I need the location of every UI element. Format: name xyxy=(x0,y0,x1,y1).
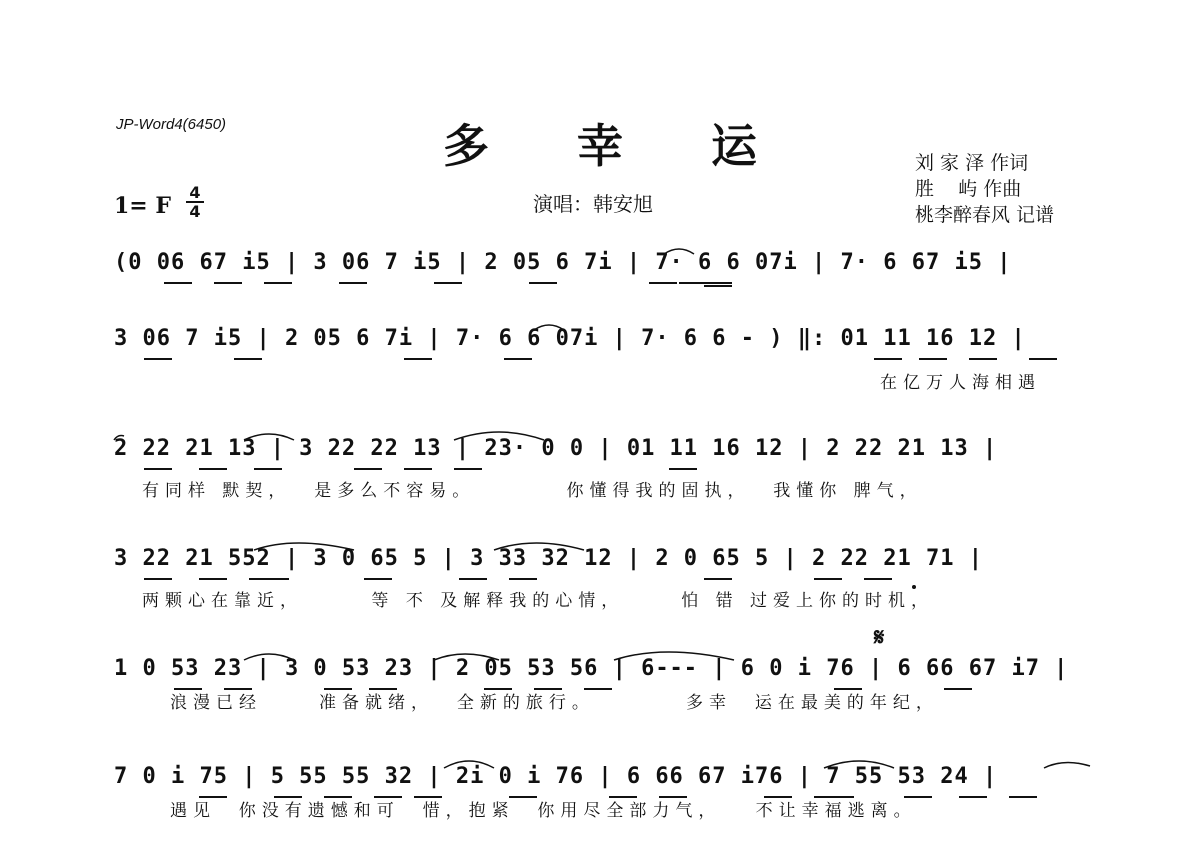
composer-credit: 胜 屿 作曲 xyxy=(915,178,1022,200)
key-signature: 1= F xyxy=(114,193,172,219)
notation-line-4: 3 22 21 552 | 3 0 65 5 | 3 33 32 12 | 2 0 65 5 | 2 22 21 71 | xyxy=(114,546,983,571)
lyric-line-3: 有同样 默契， 是多么不容易。 你懂得我的固执， 我懂你 脾气， xyxy=(142,481,923,501)
notation-line-3: 2 22 21 13 | 3 22 22 13 | 23· 0 0 | 01 11 16 12 | 2 22 21 13 | xyxy=(114,436,998,461)
software-label: JP-Word4(6450) xyxy=(116,116,227,133)
lyric-line-2: 在亿万人海相遇 xyxy=(880,373,1041,393)
song-title: 多幸运 xyxy=(443,119,845,173)
lyricist-credit: 刘 家 泽 作词 xyxy=(915,152,1029,174)
notation-marks-4 xyxy=(114,546,1090,590)
notation-line-6: 7 0 i 75 | 5 55 55 32 | 2i 0 i 76 | 6 66 67 i76 | 7 55 53 24 | xyxy=(114,764,998,789)
notation-line-1: (0 06 67 i5 | 3 06 7 i5 | 2 05 6 7i | 7· 6 6 07i | 7· 6 67 i5 | xyxy=(114,250,1012,275)
lyric-line-5: 浪漫已经 准备就绪， 全新的旅行。 多幸 运在最美的年纪， xyxy=(170,693,939,713)
notation-row-3 xyxy=(114,436,1090,501)
singer-credit: 演唱：韩安旭 xyxy=(533,192,653,216)
time-numerator: 4 xyxy=(189,183,201,202)
notation-row-6 xyxy=(114,764,1090,821)
notation-marks-3 xyxy=(114,436,1090,480)
notation-marks-2 xyxy=(114,326,1090,370)
notation-row-1 xyxy=(114,250,1090,294)
notation-line-2: 3 06 7 i5 | 2 05 6 7i | 7· 6 6 07i | 7· 6 6 - ) ‖: 01 11 16 12 | xyxy=(114,326,1026,351)
segno-sign: 𝄋 xyxy=(874,622,885,651)
lyric-line-4: 两颗心在靠近， 等 不 及解释我的心情， 怕 错 过爱上你的时机， xyxy=(142,591,935,611)
notation-row-4 xyxy=(114,546,1090,611)
transcriber-credit: 桃李醉春风 记谱 xyxy=(915,204,1055,226)
time-signature xyxy=(185,184,205,220)
notation-marks-1 xyxy=(114,250,1090,294)
credits-block xyxy=(915,150,1054,228)
notation-row-5 xyxy=(114,622,1090,713)
time-denominator: 4 xyxy=(189,202,201,221)
notation-row-2 xyxy=(114,326,1090,393)
notation-line-5: 1 0 53 23 | 3 0 53 23 | 2 05 53 56 | 6--- | 6 0 i 76 | 6 66 67 i7 | xyxy=(114,656,1069,681)
lyric-line-6: 遇见 你没有遗憾和可 惜，抱紧 你用尽全部力气， 不让幸福逃离。 xyxy=(170,801,917,821)
